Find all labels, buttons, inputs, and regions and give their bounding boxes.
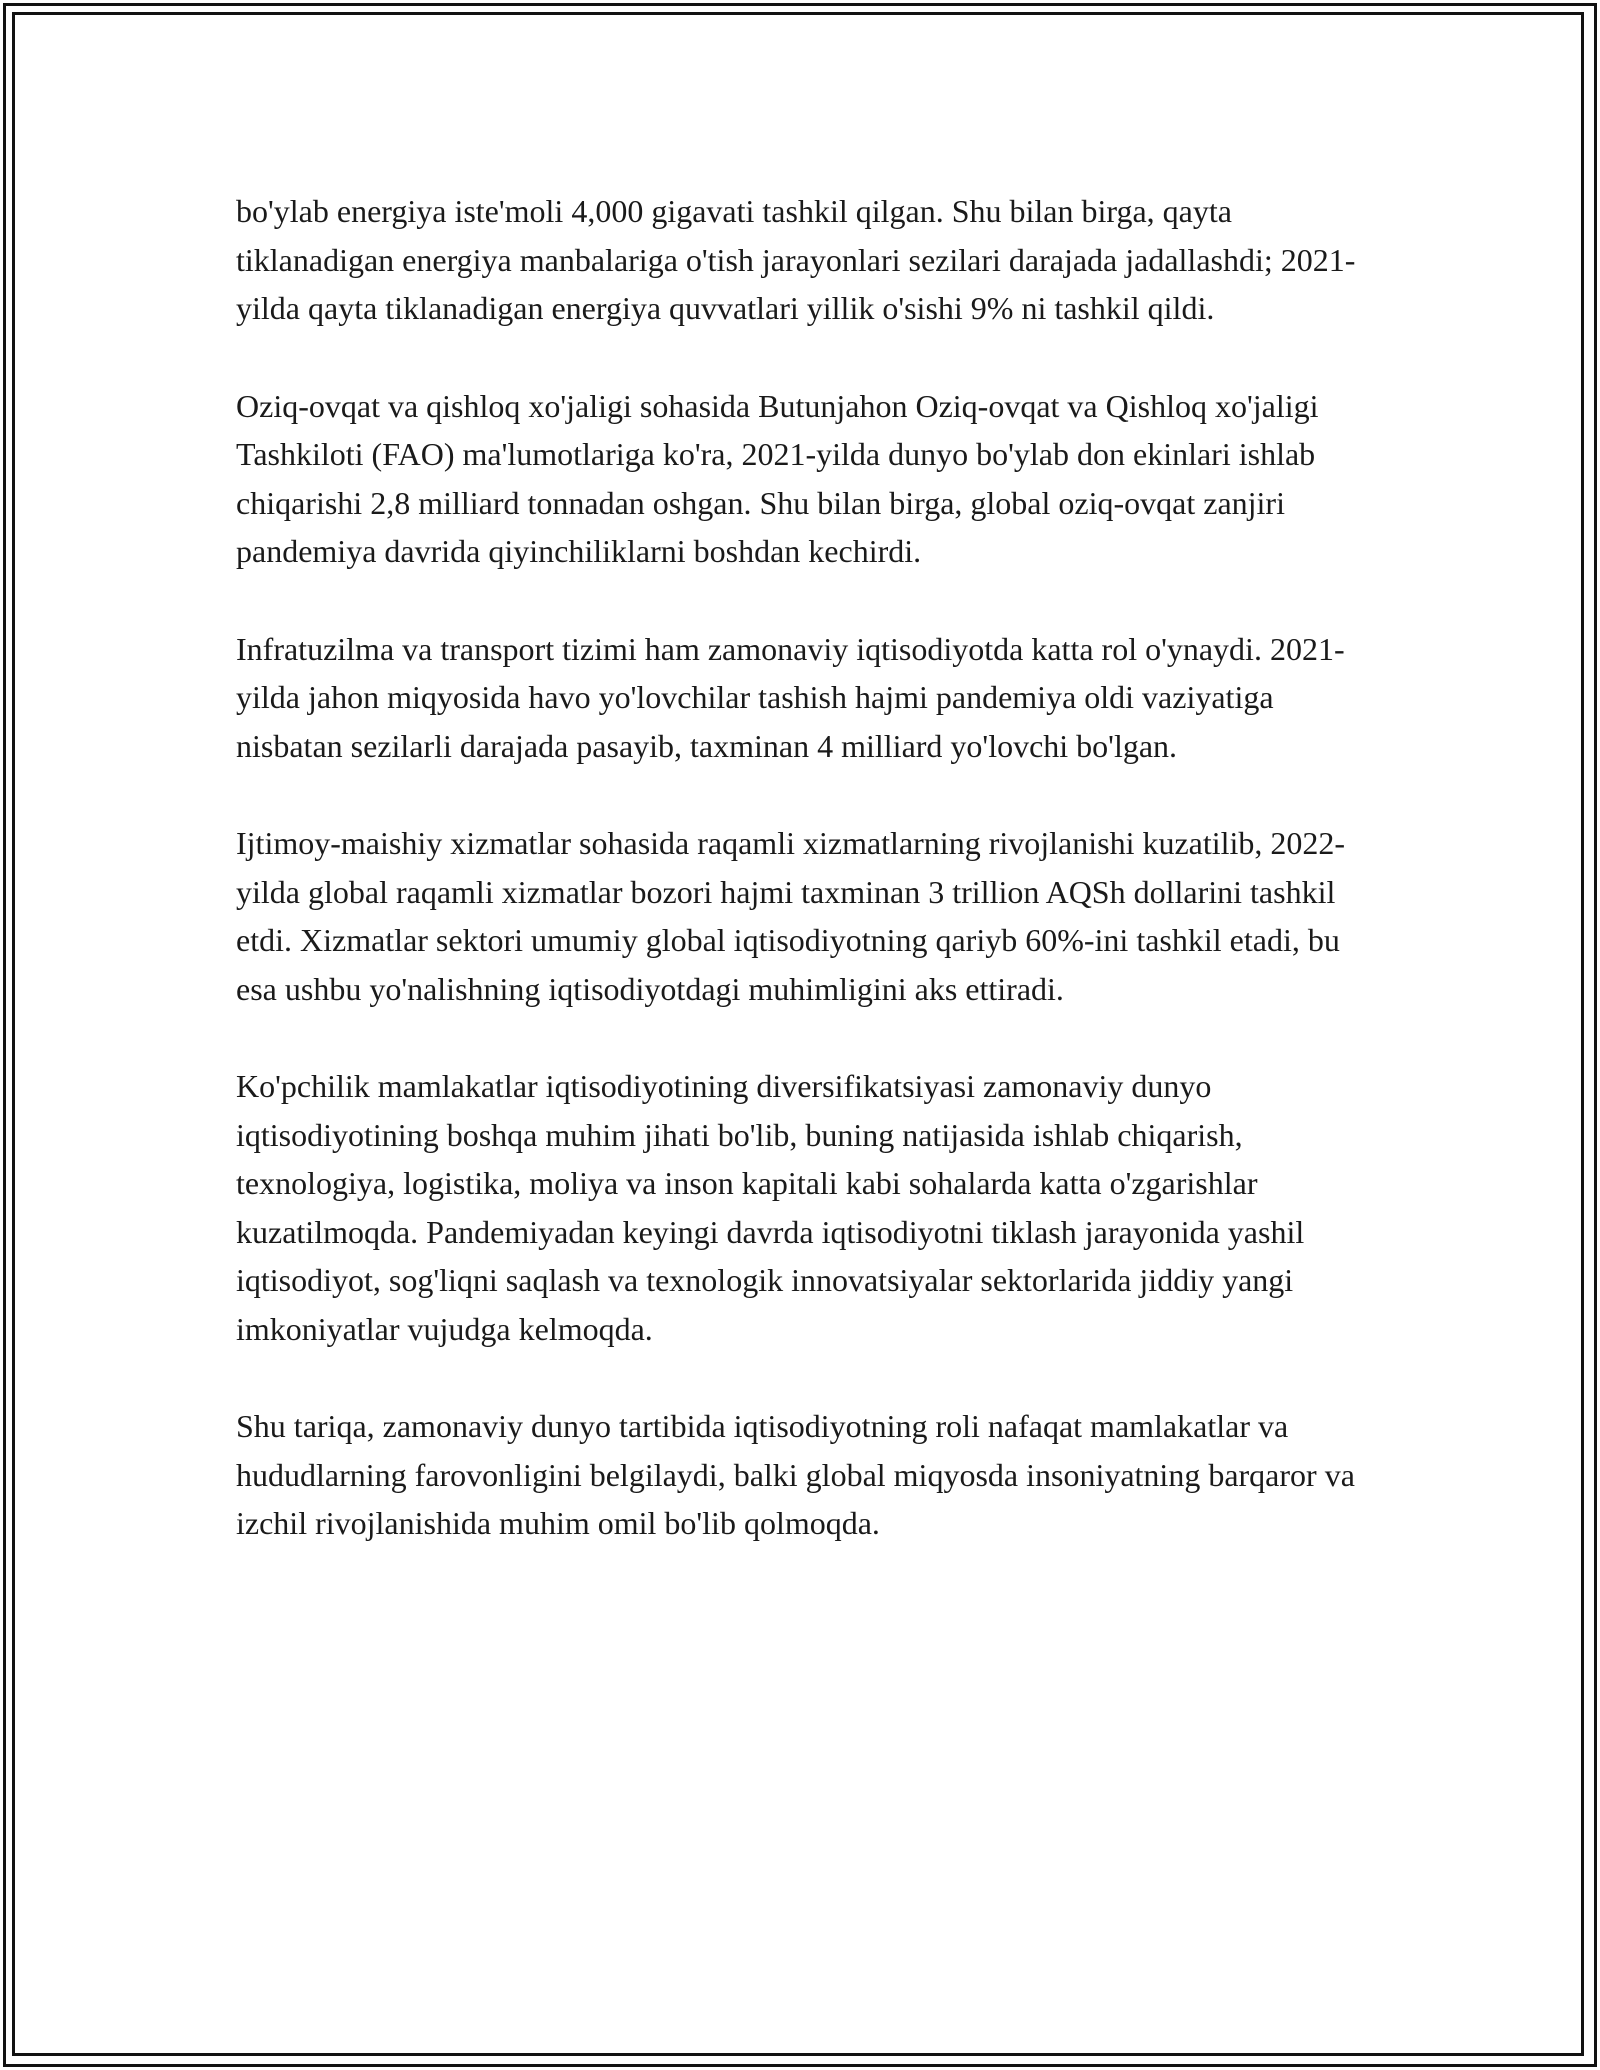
paragraph-diversification: Ko'pchilik mamlakatlar iqtisodiyotining diversifikatsiyasi zamonaviy dunyo iqtisodiyotining boshqa muhim jihati bo'lib, buning natijasida ishlab chiqarish, texnologiya, logistika, moliya va inson kapitali kabi sohalarda katta o'zgarishlar kuzatilmoqda. Pandemiyadan keyingi davrda iqtisodiyotni tiklash jarayonida yashil iqtisodiyot, sog'liqni saqlash va texnologik innovatsiyalar sektorlarida jiddiy yangi imkoniyatlar vujudga kelmoqda. bbox=[236, 1068, 1305, 1347]
paragraph-agriculture: Oziq-ovqat va qishloq xo'jaligi sohasida Butunjahon Oziq-ovqat va Qishloq xo'jaligi Tashkiloti (FAO) ma'lumotlariga ko'ra, 2021-yilda dunyo bo'ylab don ekinlari ishlab chiqarishi 2,8 milliard tonnadan oshgan. Shu bilan birga, global oziq-ovqat zanjiri pandemiya davrida qiyinchiliklarni boshdan kechirdi. bbox=[236, 387, 1319, 569]
paragraph-conclusion: Shu tariqa, zamonaviy dunyo tartibida iqtisodiyotning roli nafaqat mamlakatlar va hududlarning farovonligini belgilaydi, balki global miqyosda insoniyatning barqaror va izchil rivojlanishida muhim omil bo'lib qolmoqda. bbox=[236, 1408, 1355, 1541]
paragraph-energy: bo'ylab energiya iste'moli 4,000 gigavati tashkil qilgan. Shu bilan birga, qayta tiklanadigan energiya manbalariga o'tish jarayonlari sezilari darajada jadallashdi; 2021-yilda qayta tiklanadigan energiya quvvatlari yillik o'sishi 9% ni tashkil qildi. bbox=[236, 193, 1356, 326]
paragraph-services: Ijtimoy-maishiy xizmatlar sohasida raqamli xizmatlarning rivojlanishi kuzatilib, 2022-yilda global raqamli xizmatlar bozori hajmi taxminan 3 trillion AQSh dollarini tashkil etdi. Xizmatlar sektori umumiy global iqtisodiyotning qariyb 60%-ini tashkil etadi, bu esa ushbu yo'nalishning iqtisodiyotdagi muhimligini aks ettiradi. bbox=[236, 825, 1346, 1007]
document-body bbox=[236, 187, 1356, 1597]
paragraph-infrastructure: Infratuzilma va transport tizimi ham zamonaviy iqtisodiyotda katta rol o'ynaydi. 2021-yilda jahon miqyosida havo yo'lovchilar tashish hajmi pandemiya oldi vaziyatiga nisbatan sezilarli darajada pasayib, taxminan 4 milliard yo'lovchi bo'lgan. bbox=[236, 630, 1345, 764]
